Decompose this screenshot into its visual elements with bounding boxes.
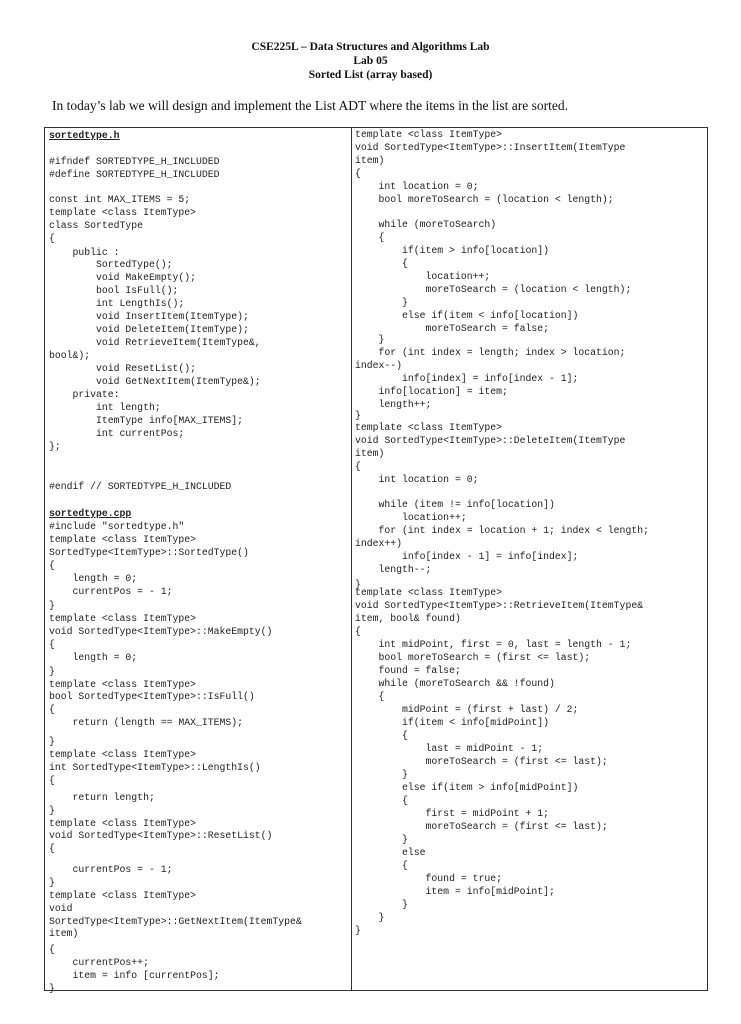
code-line: moreToSearch = (location < length); (355, 284, 632, 295)
code-line: void MakeEmpty(); (49, 272, 196, 283)
lab-number: Lab 05 (353, 55, 388, 67)
code-line: { (49, 233, 55, 244)
file-name-heading: sortedtype.cpp (49, 508, 132, 519)
code-line: first = midPoint + 1; (355, 808, 550, 819)
file-name-heading: sortedtype.h (49, 130, 120, 141)
code-line: info[index - 1] = info[index]; (355, 551, 579, 562)
code-line: if(item > info[location]) (355, 245, 550, 256)
code-line: while (moreToSearch) (355, 219, 497, 230)
code-line: for (int index = length; index > location; (355, 347, 626, 358)
code-line: } (49, 600, 55, 611)
code-line: } (355, 769, 408, 780)
code-line: bool moreToSearch = (location < length); (355, 194, 614, 205)
code-line: moreToSearch = (first <= last); (355, 756, 608, 767)
code-line: } (355, 834, 408, 845)
code-line: template <class ItemType> (355, 129, 502, 140)
code-line: template <class ItemType> (49, 207, 196, 218)
document-header (0, 40, 741, 82)
code-line: { (355, 461, 361, 472)
code-line: bool SortedType<ItemType>::IsFull() (49, 691, 255, 702)
code-line: } (355, 899, 408, 910)
code-line: { (49, 843, 55, 854)
code-line: return length; (49, 792, 155, 803)
code-line: template <class ItemType> (49, 890, 196, 901)
code-line: { (355, 168, 361, 179)
code-line: { (355, 795, 408, 806)
code-line: location++; (355, 512, 467, 523)
code-line: int length; (49, 402, 161, 413)
column-divider (351, 128, 352, 990)
code-line: found = true; (355, 873, 502, 884)
code-line: length = 0; (49, 652, 138, 663)
code-line: while (item != info[location]) (355, 499, 555, 510)
code-line: currentPos = - 1; (49, 586, 173, 597)
code-line: void SortedType<ItemType>::RetrieveItem(ItemType& (355, 600, 644, 611)
code-line: { (355, 860, 408, 871)
code-line: last = midPoint - 1; (355, 743, 544, 754)
code-line: index--) (355, 360, 403, 371)
code-line: #ifndef SORTEDTYPE_H_INCLUDED (49, 156, 220, 167)
code-line: return (length == MAX_ITEMS); (49, 717, 244, 728)
code-line: { (49, 639, 55, 650)
code-line: else if(item < info[location]) (355, 310, 579, 321)
code-line: template <class ItemType> (355, 587, 502, 598)
code-line: item) (355, 448, 385, 459)
lab-topic: Sorted List (array based) (308, 69, 433, 81)
code-line: int location = 0; (355, 181, 479, 192)
code-line: void SortedType<ItemType>::DeleteItem(ItemType (355, 435, 626, 446)
code-line: template <class ItemType> (49, 679, 196, 690)
code-line: #endif // SORTEDTYPE_H_INCLUDED (49, 481, 232, 492)
code-line: } (49, 666, 55, 677)
code-line: { (355, 626, 361, 637)
code-line: #include "sortedtype.h" (49, 521, 185, 532)
code-line: void SortedType<ItemType>::ResetList() (49, 830, 273, 841)
code-line: item) (355, 155, 385, 166)
code-line: { (355, 258, 408, 269)
code-line: private: (49, 389, 120, 400)
code-line: currentPos = - 1; (49, 864, 173, 875)
code-line: void SortedType<ItemType>::MakeEmpty() (49, 626, 273, 637)
code-line: } (355, 297, 408, 308)
code-line: int midPoint, first = 0, last = length - 1; (355, 639, 632, 650)
code-line: #define SORTEDTYPE_H_INCLUDED (49, 169, 220, 180)
code-line: bool IsFull(); (49, 285, 179, 296)
code-line: template <class ItemType> (49, 749, 196, 760)
code-line: else if(item > info[midPoint]) (355, 782, 579, 793)
code-line: const int MAX_ITEMS = 5; (49, 194, 191, 205)
code-line: found = false; (355, 665, 461, 676)
code-line: } (49, 805, 55, 816)
code-line: info[location] = item; (355, 386, 508, 397)
code-line: { (49, 704, 55, 715)
code-line: bool moreToSearch = (first <= last); (355, 652, 591, 663)
code-line: SortedType<ItemType>::SortedType() (49, 547, 249, 558)
code-line: }; (49, 441, 61, 452)
code-line: SortedType<ItemType>::GetNextItem(ItemType& (49, 916, 302, 927)
code-line: else (355, 847, 426, 858)
code-line: int currentPos; (49, 428, 185, 439)
code-line: ItemType info[MAX_ITEMS]; (49, 415, 244, 426)
code-line: item) (49, 928, 79, 939)
code-line: length++; (355, 399, 432, 410)
code-line: length = 0; (49, 573, 138, 584)
code-line: public : (49, 247, 120, 258)
code-line: { (49, 944, 55, 955)
code-line: SortedType(); (49, 259, 173, 270)
code-line: int location = 0; (355, 474, 479, 485)
code-line: } (355, 334, 385, 345)
code-line: } (49, 736, 55, 747)
code-line: void GetNextItem(ItemType&); (49, 376, 261, 387)
code-line: currentPos++; (49, 957, 149, 968)
code-line: { (49, 775, 55, 786)
code-line: length--; (355, 564, 432, 575)
code-line: item, bool& found) (355, 613, 461, 624)
code-line: void RetrieveItem(ItemType&, (49, 337, 261, 348)
code-line: int LengthIs(); (49, 298, 185, 309)
code-line: } (49, 877, 55, 888)
code-line: } (355, 579, 361, 590)
code-line: { (355, 691, 385, 702)
code-line: moreToSearch = (first <= last); (355, 821, 608, 832)
code-line: } (355, 912, 385, 923)
code-line: item = info [currentPos]; (49, 970, 220, 981)
code-line: } (49, 983, 55, 994)
code-line: info[index] = info[index - 1]; (355, 373, 579, 384)
code-line: void DeleteItem(ItemType); (49, 324, 249, 335)
code-line: if(item < info[midPoint]) (355, 717, 550, 728)
code-line: class SortedType (49, 220, 144, 231)
code-line: void ResetList(); (49, 363, 196, 374)
code-line: for (int index = location + 1; index < length; (355, 525, 649, 536)
code-line: bool&); (49, 350, 91, 361)
course-title: CSE225L – Data Structures and Algorithms Lab (251, 41, 490, 53)
intro-paragraph: In today’s lab we will design and implement the List ADT where the items in the list are sorted. (52, 98, 569, 113)
code-line: template <class ItemType> (355, 422, 502, 433)
code-line: void InsertItem(ItemType); (49, 311, 249, 322)
code-line: { (355, 730, 408, 741)
code-line: while (moreToSearch && !found) (355, 678, 555, 689)
code-line: } (355, 410, 361, 421)
code-line: { (49, 560, 55, 571)
code-line: item = info[midPoint]; (355, 886, 555, 897)
code-line: location++; (355, 271, 491, 282)
code-line: int SortedType<ItemType>::LengthIs() (49, 762, 261, 773)
code-line: template <class ItemType> (49, 818, 196, 829)
code-line: template <class ItemType> (49, 534, 196, 545)
code-line: template <class ItemType> (49, 613, 196, 624)
code-line: moreToSearch = false; (355, 323, 550, 334)
code-line: { (355, 232, 385, 243)
code-line: } (355, 925, 361, 936)
code-line: index++) (355, 538, 403, 549)
code-line: midPoint = (first + last) / 2; (355, 704, 579, 715)
code-table (44, 127, 708, 994)
code-line: void SortedType<ItemType>::InsertItem(ItemType (355, 142, 626, 153)
code-line: void (49, 903, 73, 914)
